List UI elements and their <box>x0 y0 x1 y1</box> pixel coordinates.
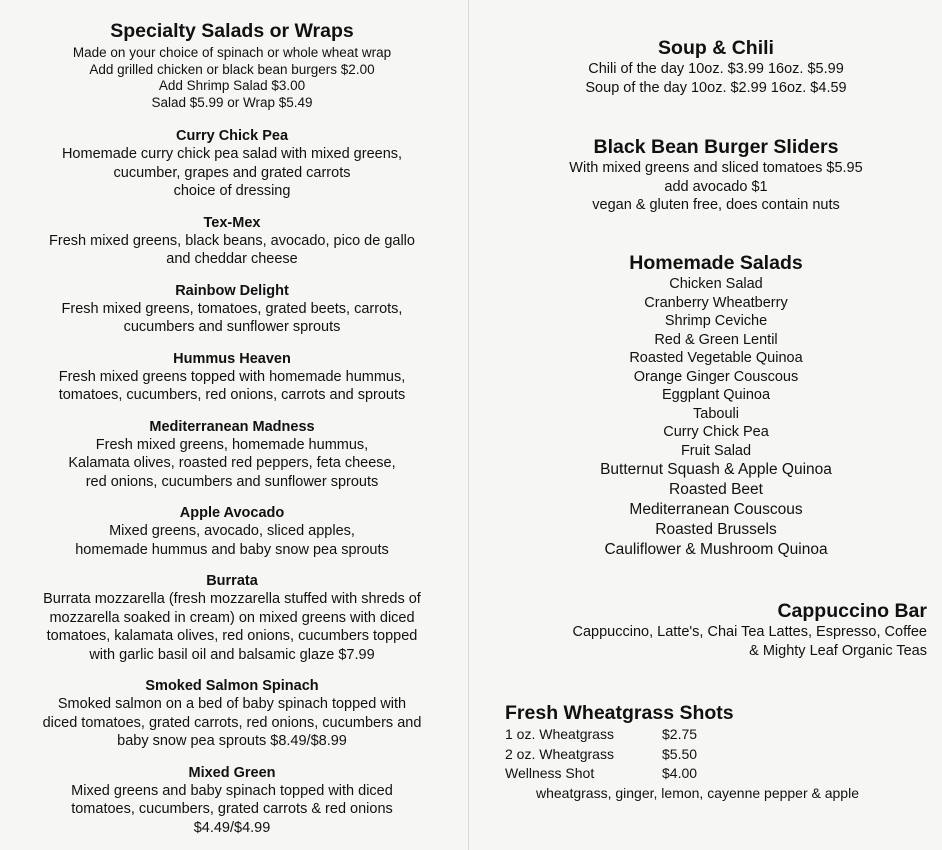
menu-item-desc: baby snow pea sprouts $8.49/$8.99 <box>117 733 347 749</box>
wheatgrass-title: Fresh Wheatgrass Shots <box>505 702 734 724</box>
menu-item-desc: Mixed greens and baby spinach topped with diced <box>71 782 393 799</box>
menu-item-desc: Smoked salmon on a bed of baby spinach topped with <box>57 696 407 712</box>
cappuccino-bar-title: Cappuccino Bar <box>777 600 927 622</box>
intro-line: Add Shrimp Salad $3.00 <box>158 78 306 93</box>
homemade-item: Cauliflower & Mushroom Quinoa <box>604 541 828 558</box>
menu-item-desc: cucumbers and sunflower sprouts <box>123 319 341 335</box>
specialty-salads-title: Specialty Salads or Wraps <box>110 20 354 42</box>
specialty-salads-section <box>12 20 452 837</box>
homemade-item: Roasted Beet <box>669 481 763 498</box>
menu-item-name: Curry Chick Pea <box>175 128 289 144</box>
menu-item-name: Tex-Mex <box>203 214 261 231</box>
menu-item <box>12 418 452 492</box>
cappuccino-line: & Mighty Leaf Organic Teas <box>749 642 927 659</box>
menu-item-desc: tomatoes, cucumbers, red onions, carrots and sprouts <box>58 387 406 403</box>
soup-line: Chili of the day 10oz. $3.99 16oz. $5.99 <box>588 61 844 77</box>
menu-item <box>12 572 452 664</box>
homemade-item: Roasted Brussels <box>655 521 777 538</box>
homemade-item: Cranberry Wheatberry <box>644 294 788 311</box>
menu-item <box>12 214 452 269</box>
cappuccino-line: Cappuccino, Latte's, Chai Tea Lattes, Espresso, Coffee <box>572 624 927 640</box>
wheatgrass-row <box>505 725 925 745</box>
menu-item-desc: Homemade curry chick pea salad with mixed greens, <box>61 146 403 162</box>
menu-item-desc: Fresh mixed greens, tomatoes, grated beets, carrots, <box>61 300 403 317</box>
wheatgrass-row <box>505 745 925 765</box>
homemade-item: Chicken Salad <box>669 276 763 292</box>
homemade-item: Roasted Vegetable Quinoa <box>629 350 803 366</box>
homemade-salads-title: Homemade Salads <box>629 252 803 274</box>
menu-item <box>12 350 452 405</box>
wheatgrass-note-text: wheatgrass, ginger, lemon, cayenne pepper & apple <box>536 784 859 801</box>
menu-item-desc: Fresh mixed greens, homemade hummus, <box>95 436 369 453</box>
menu-item-desc: choice of dressing <box>173 183 291 199</box>
menu-item-desc: homemade hummus and baby snow pea sprouts <box>75 541 389 558</box>
menu-item-desc: Mixed greens, avocado, sliced apples, <box>109 523 355 539</box>
sliders-line: add avocado $1 <box>664 178 768 195</box>
menu-item-desc: Fresh mixed greens topped with homemade hummus, <box>58 368 406 385</box>
wheatgrass-item-price: $5.50 <box>662 745 698 762</box>
menu-item-desc: Kalamata olives, roasted red peppers, feta cheese, <box>68 455 396 471</box>
wheatgrass-item-price: $2.75 <box>662 726 698 742</box>
menu-item <box>12 127 452 201</box>
menu-item-desc: cucumber, grapes and grated carrots <box>113 164 351 181</box>
menu-item-desc: with garlic basil oil and balsamic glaze $7.99 <box>89 646 375 663</box>
homemade-item: Curry Chick Pea <box>663 424 769 440</box>
wheatgrass-row <box>505 764 925 784</box>
homemade-item: Fruit Salad <box>680 442 752 459</box>
menu-item <box>12 764 452 838</box>
sliders-section <box>490 136 942 215</box>
menu-item-desc: tomatoes, cucumbers, grated carrots & red onions <box>71 801 393 817</box>
sliders-title: Black Bean Burger Sliders <box>593 136 839 158</box>
homemade-salads-section <box>490 252 942 560</box>
menu-item-name: Smoked Salmon Spinach <box>145 678 319 694</box>
menu-item-name: Rainbow Delight <box>175 282 289 299</box>
menu-item-name: Mediterranean Madness <box>149 418 315 435</box>
menu-item-desc: red onions, cucumbers and sunflower sprouts <box>85 473 379 490</box>
menu-item <box>12 677 452 751</box>
intro-line: Add grilled chicken or black bean burgers $2.00 <box>89 61 375 77</box>
menu-item-desc: Fresh mixed greens, black beans, avocado, pico de gallo <box>49 232 415 249</box>
page-fold <box>468 0 469 850</box>
menu-item-desc: $4.49/$4.99 <box>193 819 271 836</box>
wheatgrass-item-name: 2 oz. Wheatgrass <box>505 745 614 762</box>
menu-item <box>12 282 452 337</box>
homemade-item: Tabouli <box>693 405 739 422</box>
sliders-line: vegan & gluten free, does contain nuts <box>592 197 840 213</box>
wheatgrass-item-name: 1 oz. Wheatgrass <box>505 726 614 742</box>
homemade-item: Mediterranean Couscous <box>629 501 803 518</box>
homemade-item: Red & Green Lentil <box>654 331 778 348</box>
specialty-salads-intro <box>12 45 452 111</box>
homemade-item: Butternut Squash & Apple Quinoa <box>600 461 832 478</box>
intro-line: Made on your choice of spinach or whole wheat wrap <box>72 45 392 60</box>
soup-chili-section <box>490 37 942 97</box>
cappuccino-bar-section <box>490 600 927 660</box>
soup-chili-title: Soup & Chili <box>658 37 774 59</box>
menu-item-name: Hummus Heaven <box>173 350 291 367</box>
menu-item-desc: Burrata mozzarella (fresh mozzarella stuffed with shreds of <box>43 591 421 607</box>
menu-item-desc: diced tomatoes, grated carrots, red onions, cucumbers and <box>42 714 422 731</box>
soup-line: Soup of the day 10oz. $2.99 16oz. $4.59 <box>585 79 847 96</box>
menu-item-desc: and cheddar cheese <box>166 251 298 267</box>
wheatgrass-item-name: Wellness Shot <box>505 765 595 781</box>
menu-item-desc: tomatoes, kalamata olives, red onions, cucumbers topped <box>46 628 418 644</box>
menu-item-name: Mixed Green <box>188 764 276 781</box>
wheatgrass-item-price: $4.00 <box>662 765 698 781</box>
wheatgrass-note <box>505 784 925 804</box>
intro-line: Salad $5.99 or Wrap $5.49 <box>151 94 313 110</box>
menu-item-desc: mozzarella soaked in cream) on mixed greens with diced <box>49 609 415 626</box>
menu-item-name: Burrata <box>206 573 258 589</box>
menu-item <box>12 504 452 559</box>
homemade-item: Orange Ginger Couscous <box>633 368 799 385</box>
homemade-item: Shrimp Ceviche <box>664 313 768 329</box>
wheatgrass-section <box>505 702 925 803</box>
sliders-line: With mixed greens and sliced tomatoes $5.95 <box>569 160 863 176</box>
homemade-item: Eggplant Quinoa <box>661 387 771 403</box>
menu-item-name: Apple Avocado <box>179 505 285 521</box>
